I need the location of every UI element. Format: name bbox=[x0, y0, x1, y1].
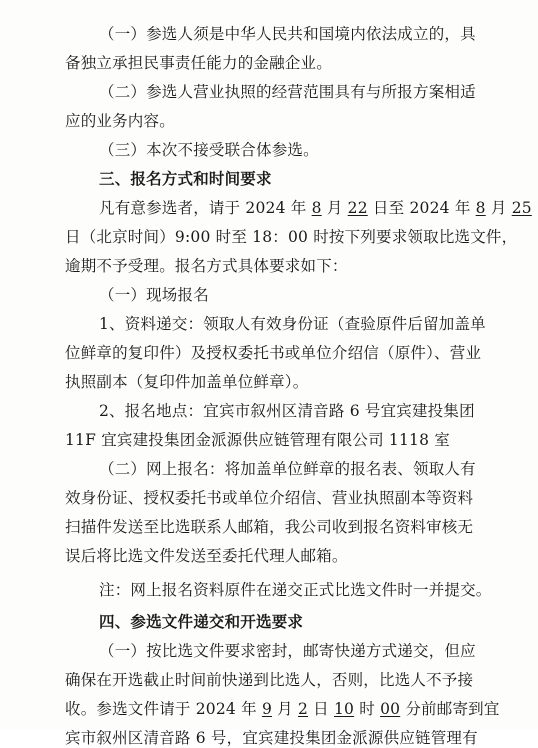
text-line: （三）本次不接受联合体参选。 bbox=[99, 141, 319, 159]
text-line: 执照副本（复印件加盖单位鲜章）。 bbox=[65, 373, 309, 391]
text-line: （二）网上报名：将加盖单位鲜章的报名表、领取人有 bbox=[99, 460, 476, 478]
section-heading: 四、参选文件递交和开选要求 bbox=[99, 613, 304, 631]
text-line: 备独立承担民事责任能力的金融企业。 bbox=[65, 54, 332, 72]
text-line: 确保在开选截止时间前快递到比选人，否则，比选人不予接 bbox=[65, 671, 474, 689]
text-line: 逾期不予受理。报名方式具体要求如下： bbox=[65, 257, 348, 275]
text-line: 日（北京时间）9:00 时至 18：00 时按下列要求领取比选文件， bbox=[65, 228, 518, 246]
text-line: 应的业务内容。 bbox=[65, 112, 175, 130]
text-line: 扫描件发送至比选联系人邮箱，我公司收到报名资料审核无 bbox=[65, 518, 474, 536]
text-line: 收。参选文件请于 2024 年 9 月 2 日 10 时 00 分前邮寄到宜 bbox=[65, 700, 500, 718]
subsection-heading: （一）现场报名 bbox=[99, 286, 209, 304]
text-line: 11F 宜宾建投集团金派源供应链管理有限公司 1118 室 bbox=[65, 431, 451, 449]
text-line: 宾市叙州区清音路 6 号，宜宾建投集团金派源供应链管理有 bbox=[65, 729, 478, 747]
text-line: 误后将比选文件发送至委托代理人邮箱。 bbox=[65, 547, 348, 565]
text-line: （一）参选人须是中华人民共和国境内依法成立的，具 bbox=[99, 25, 476, 43]
text-line: 2、报名地点：宜宾市叙州区清音路 6 号宜宾建投集团 bbox=[99, 402, 475, 420]
text-line: 1、资料递交：领取人有效身份证（查验原件后留加盖单 bbox=[99, 315, 486, 333]
text-line: （二）参选人营业执照的经营范围具有与所报方案相适 bbox=[99, 83, 476, 101]
section-heading: 三、报名方式和时间要求 bbox=[99, 170, 272, 188]
text-line: （一）按比选文件要求密封，邮寄快递方式递交，但应 bbox=[99, 642, 476, 660]
note-line: 注：网上报名资料原件在递交正式比选文件时一并提交。 bbox=[99, 581, 492, 599]
text-line: 位鲜章的复印件）及授权委托书或单位介绍信（原件）、营业 bbox=[65, 344, 482, 362]
text-line: 凡有意参选者，请于 2024 年 8 月 22 日至 2024 年 8 月 25 bbox=[99, 199, 532, 217]
text-line: 效身份证、授权委托书或单位介绍信、营业执照副本等资料 bbox=[65, 489, 474, 507]
